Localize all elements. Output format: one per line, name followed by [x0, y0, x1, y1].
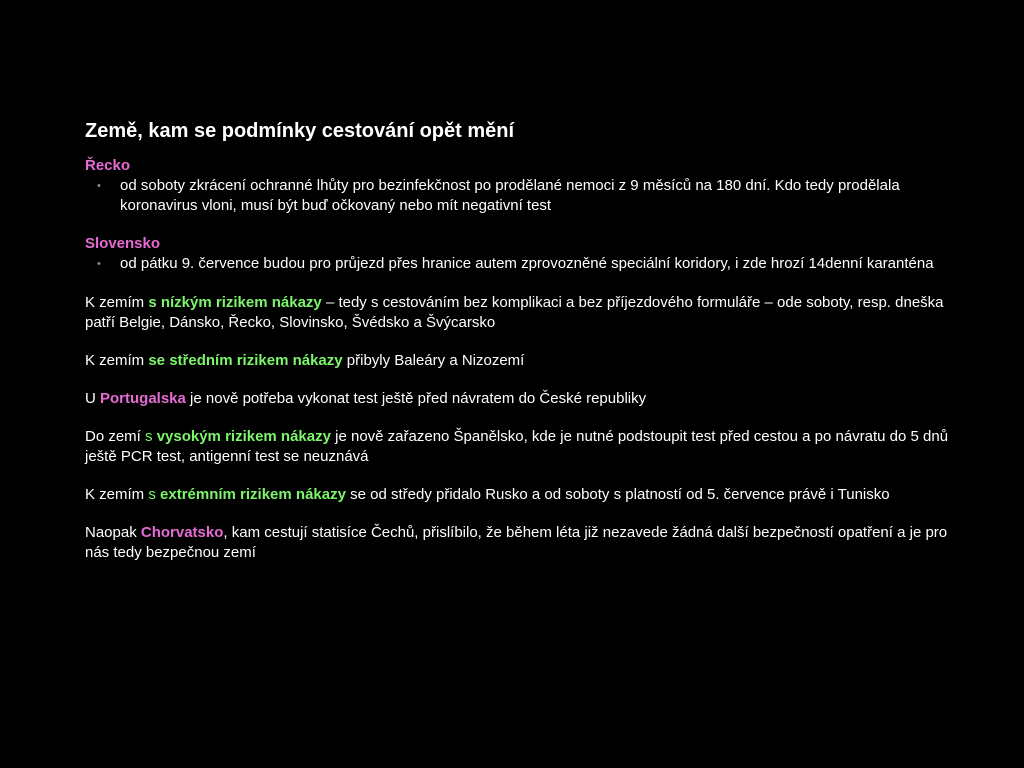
paragraph-extreme-risk	[85, 485, 955, 505]
bullet-text-recko: od soboty zkrácení ochranné lhůty pro bezinfekčnost po prodělané nemoci z 9 měsíců na 180 dní. Kdo tedy prodělala koronavirus vloni, musí být buď očkovaný nebo mít negativní test	[120, 177, 900, 214]
paragraph-high-risk	[85, 427, 955, 467]
paragraph-low-risk	[85, 293, 955, 333]
high-risk-s: s	[145, 428, 157, 445]
extreme-risk-highlight: extrémním rizikem nákazy	[160, 486, 346, 503]
medium-risk-suffix: přibyly Baleáry a Nizozemí	[342, 352, 525, 369]
extreme-risk-prefix: K zemím	[85, 486, 149, 503]
croatia-highlight: Chorvatsko	[140, 524, 224, 541]
low-risk-suffix: – tedy s cestováním bez komplikaci a bez příjezdového formuláře – ode soboty, resp. dneška patří Belgie, Dánsko, Řecko, Slovinsko, Švédsko a Švýcarsko	[85, 294, 944, 331]
section-slovensko	[85, 234, 955, 274]
bullet-list-recko	[85, 176, 955, 216]
paragraph-medium-risk	[85, 351, 955, 371]
croatia-prefix: Naopak	[85, 524, 141, 541]
medium-risk-prefix: K zemím	[85, 352, 149, 369]
bullet-dot-icon: •	[97, 180, 101, 192]
portugal-prefix: U	[85, 390, 100, 407]
high-risk-prefix: Do zemí	[85, 428, 146, 445]
bullet-text-slovensko: od pátku 9. července budou pro průjezd přes hranice autem zprovozněné speciální koridory, i zde hrozí 14denní karanténa	[120, 255, 934, 272]
slide-title: Země, kam se podmínky cestování opět mění	[85, 120, 515, 142]
section-recko	[85, 156, 955, 216]
bullet-dot-icon: •	[97, 258, 101, 270]
portugal-suffix: je nově potřeba vykonat test ještě před návratem do České republiky	[185, 390, 647, 407]
low-risk-highlight: s nízkým rizikem nákazy	[148, 294, 322, 311]
high-risk-suffix: je nově zařazeno Španělsko, kde je nutné podstoupit test před cestou a po návratu do 5 dnů ještě PCR test, antigenní test se neuznává	[85, 428, 949, 465]
country-heading-recko: Řecko	[85, 157, 131, 174]
bullet-item-slovensko	[97, 254, 955, 274]
portugal-highlight: Portugalska	[100, 390, 186, 407]
paragraph-croatia	[85, 523, 955, 563]
country-heading-slovensko: Slovensko	[85, 235, 161, 252]
high-risk-highlight: vysokým rizikem nákazy	[156, 428, 331, 445]
paragraph-portugal	[85, 389, 955, 409]
bullet-item-recko	[97, 176, 955, 216]
extreme-risk-suffix: se od středy přidalo Rusko a od soboty s platností od 5. července právě i Tunisko	[345, 486, 890, 503]
slide-content	[85, 118, 955, 563]
medium-risk-highlight: se středním rizikem nákazy	[148, 352, 343, 369]
croatia-suffix: , kam cestují statisíce Čechů, přislíbilo, že během léta již nezavede žádná další bezpečností opatření a je pro nás tedy bezpečnou zemí	[85, 524, 948, 561]
low-risk-prefix: K zemím	[85, 294, 149, 311]
extreme-risk-s: s	[148, 486, 161, 503]
bullet-list-slovensko	[85, 254, 955, 274]
